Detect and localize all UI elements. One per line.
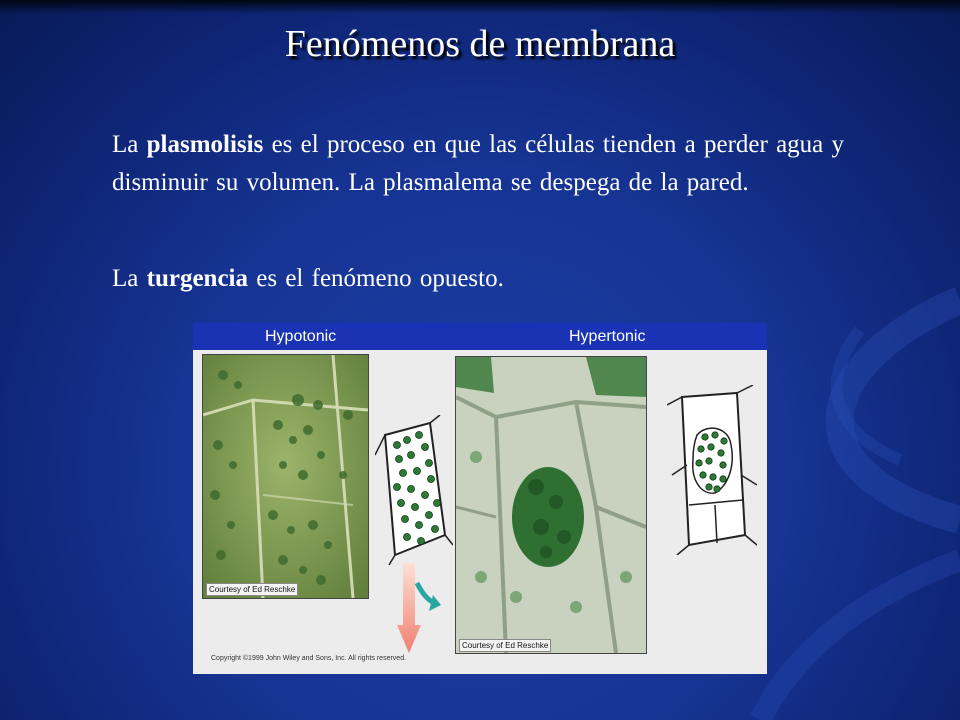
paragraph-body: es el proceso en que las células tienden a perder agua y disminuir su volumen. La plasmalema se despega de la pared. [112,131,845,196]
term-turgencia: turgencia [146,265,248,292]
copyright-note: Copyright ©1999 John Wiley and Sons, Inc. All rights reserved. [211,655,407,662]
label-hypotonic: Hypotonic [265,328,337,345]
courtesy-right: Courtesy of Ed Reschke [459,639,551,652]
paragraph-lead: La [112,131,147,158]
paragraph-lead: La [112,265,147,292]
paragraph-plasmolisis [112,126,852,202]
term-plasmolisis: plasmolisis [146,131,264,158]
slide-title: Fenómenos de membrana [284,23,676,65]
turgid-cell-drawing [375,415,453,565]
turn-arrow-icon [415,581,441,613]
plasmolysed-cell-drawing [667,385,757,555]
osmosis-figure [193,323,767,674]
paragraph-body: es el fenómeno opuesto. [248,265,504,292]
paragraph-turgencia [112,260,852,298]
courtesy-left: Courtesy of Ed Reschke [206,583,298,596]
micrograph-hypotonic [202,354,369,599]
micrograph-hypertonic [455,356,647,654]
label-hypertonic: Hypertonic [569,328,646,345]
